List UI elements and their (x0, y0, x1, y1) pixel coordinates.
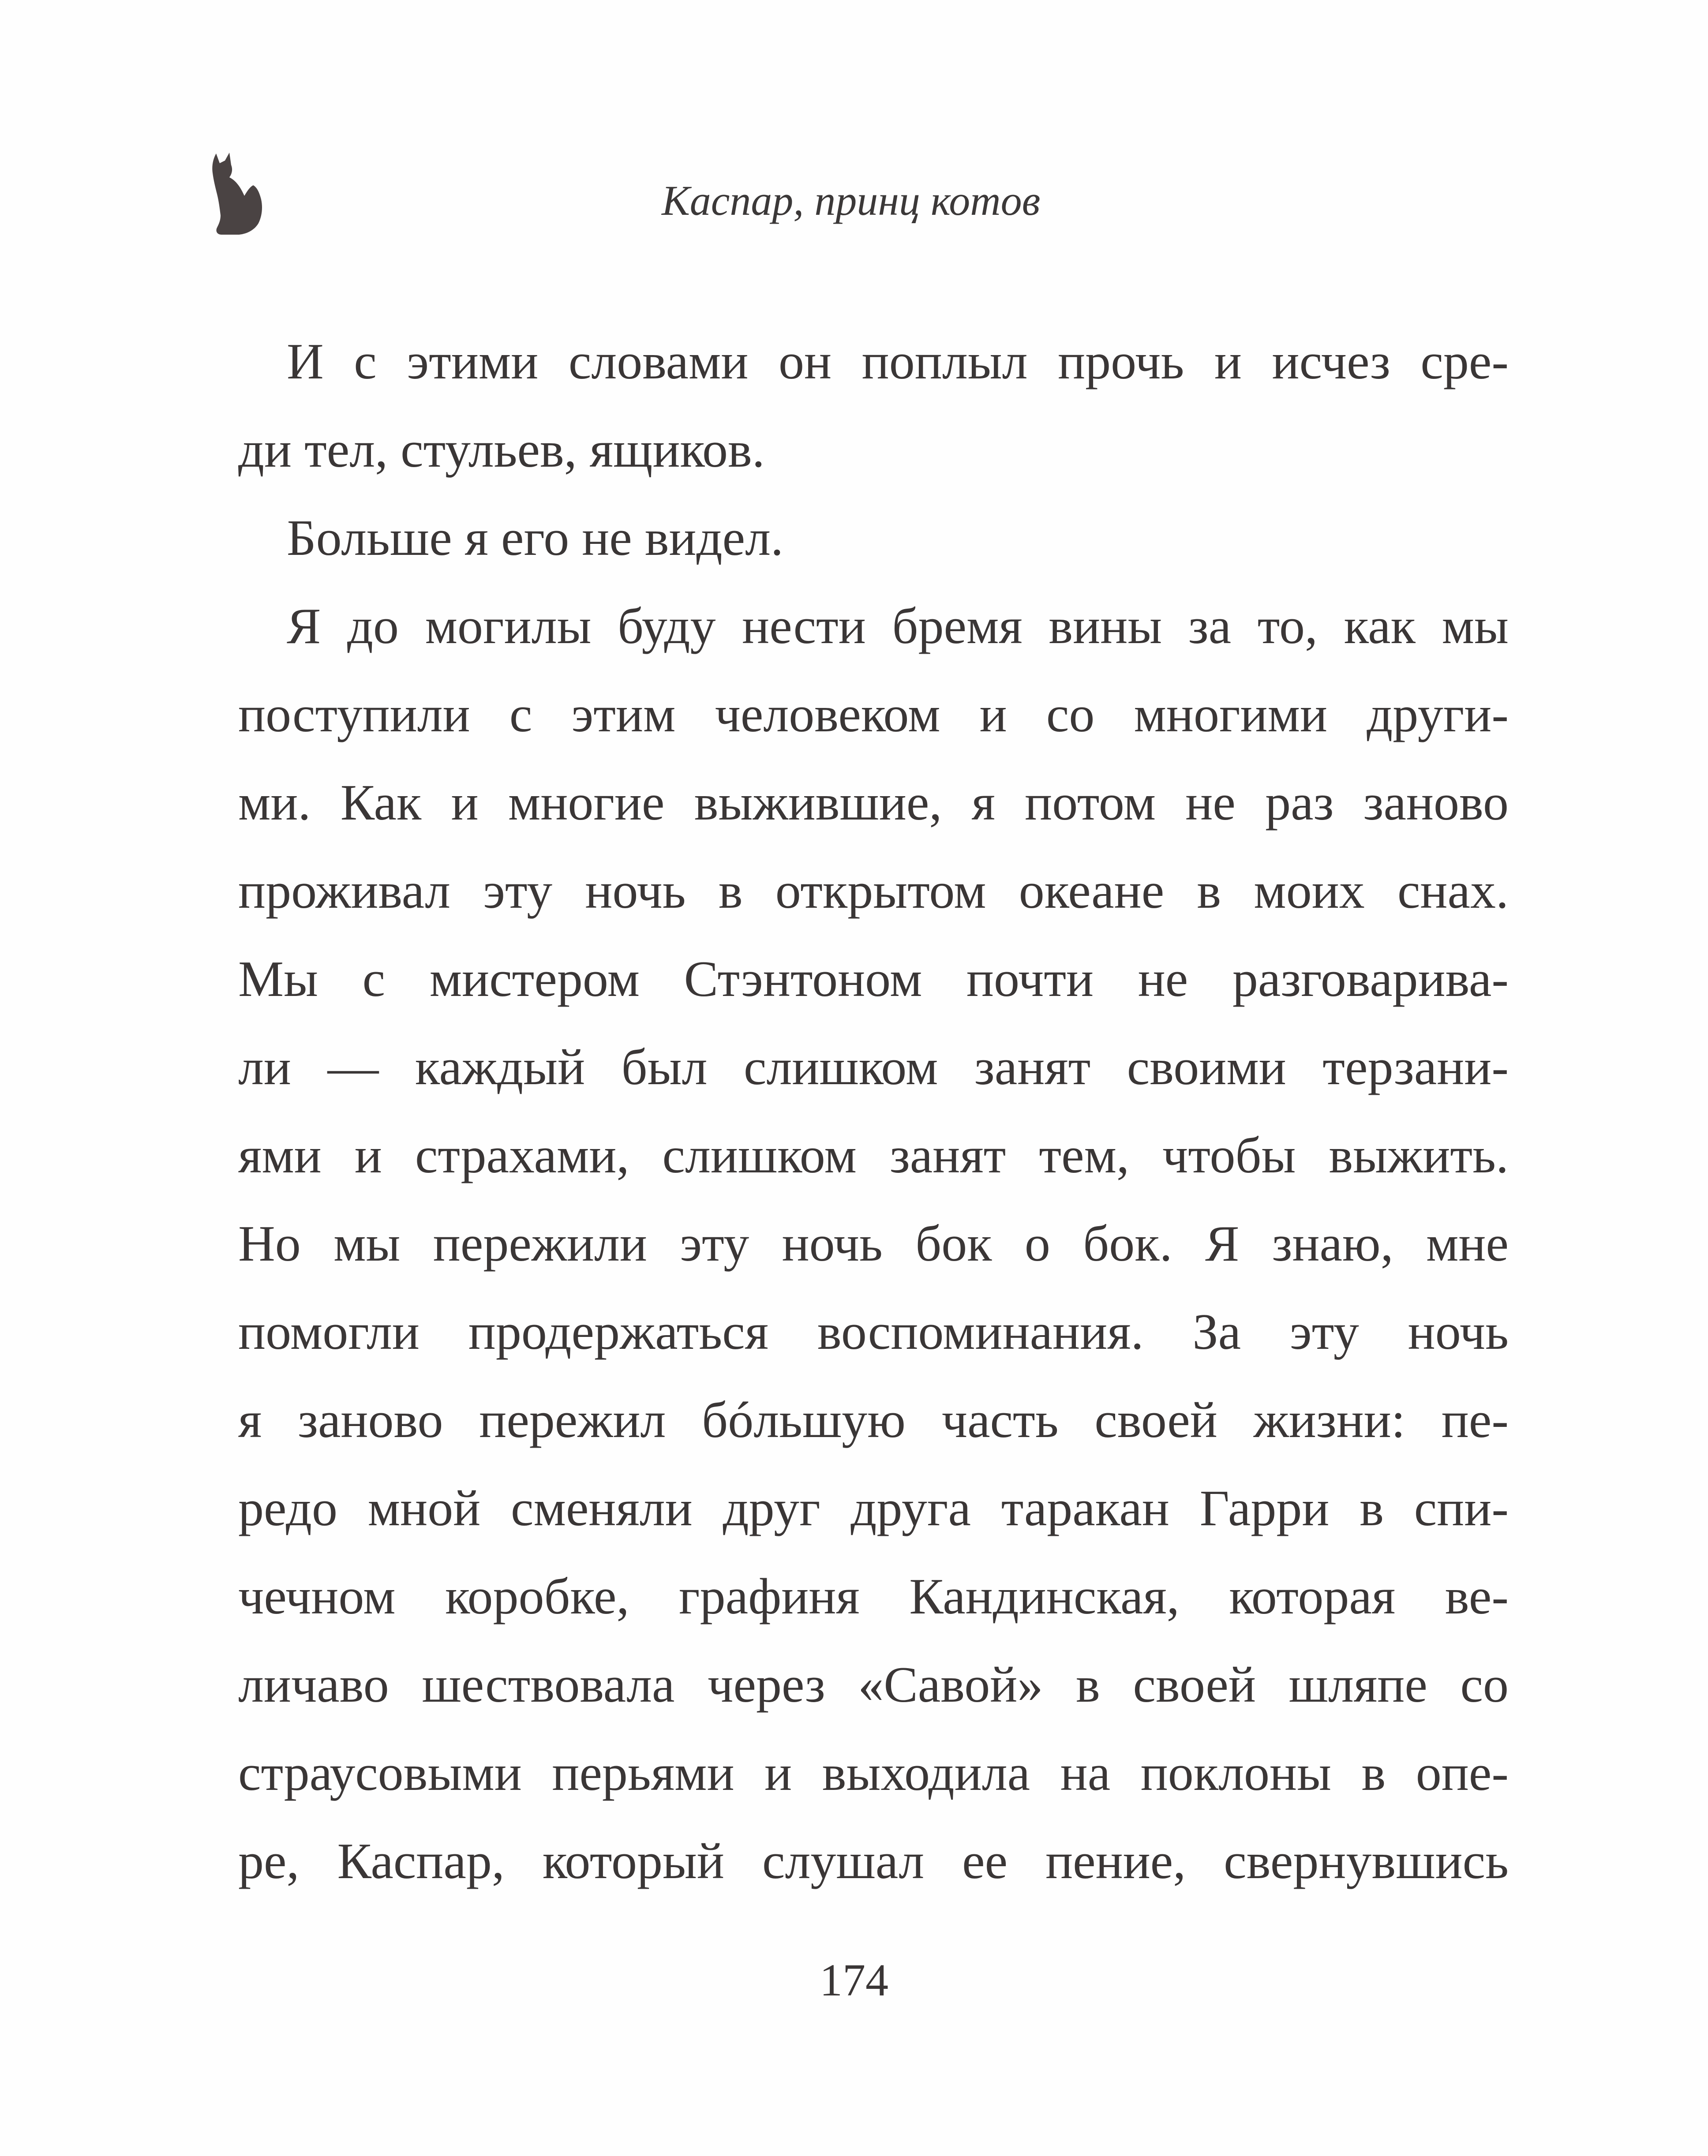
cat-silhouette-icon (204, 150, 270, 236)
page-number: 174 (820, 1955, 888, 2006)
text-line: Я до могилы буду нести бремя вины за то, как мы (287, 598, 1509, 655)
text-line: редо мной сменяли друг друга таракан Гарри в спи- (238, 1480, 1509, 1537)
body-text (238, 318, 1509, 1905)
text-line: ре, Каспар, который слушал ее пение, свернувшись (238, 1833, 1509, 1890)
text-line: личаво шествовала через «Савой» в своей шляпе со (238, 1657, 1509, 1713)
text-line: ди тел, стульев, ящиков. (238, 422, 765, 478)
text-line: я заново пережил бóльшую часть своей жизни: пе- (238, 1392, 1509, 1449)
text-line: Больше я его не видел. (287, 510, 784, 566)
text-line: Мы с мистером Стэнтоном почти не разговарива- (238, 951, 1509, 1007)
text-line: страусовыми перьями и выходила на поклоны в опе- (238, 1745, 1509, 1801)
text-line: поступили с этим человеком и со многими други- (238, 686, 1509, 743)
running-title: Каспар, принц котов (662, 177, 1041, 224)
text-line: И с этими словами он поплыл прочь и исчез сре- (287, 333, 1509, 390)
text-line: Но мы пережили эту ночь бок о бок. Я знаю, мне (238, 1216, 1509, 1272)
text-line: ли — каждый был слишком занят своими терзани- (238, 1039, 1509, 1096)
text-line: проживал эту ночь в открытом океане в моих снах. (238, 863, 1509, 919)
text-line: ми. Как и многие выжившие, я потом не раз заново (238, 775, 1509, 831)
text-line: ями и страхами, слишком занят тем, чтобы выжить. (238, 1127, 1509, 1184)
text-line: помогли продержаться воспоминания. За эту ночь (238, 1304, 1509, 1360)
text-line: чечном коробке, графиня Кандинская, которая ве- (238, 1568, 1509, 1625)
